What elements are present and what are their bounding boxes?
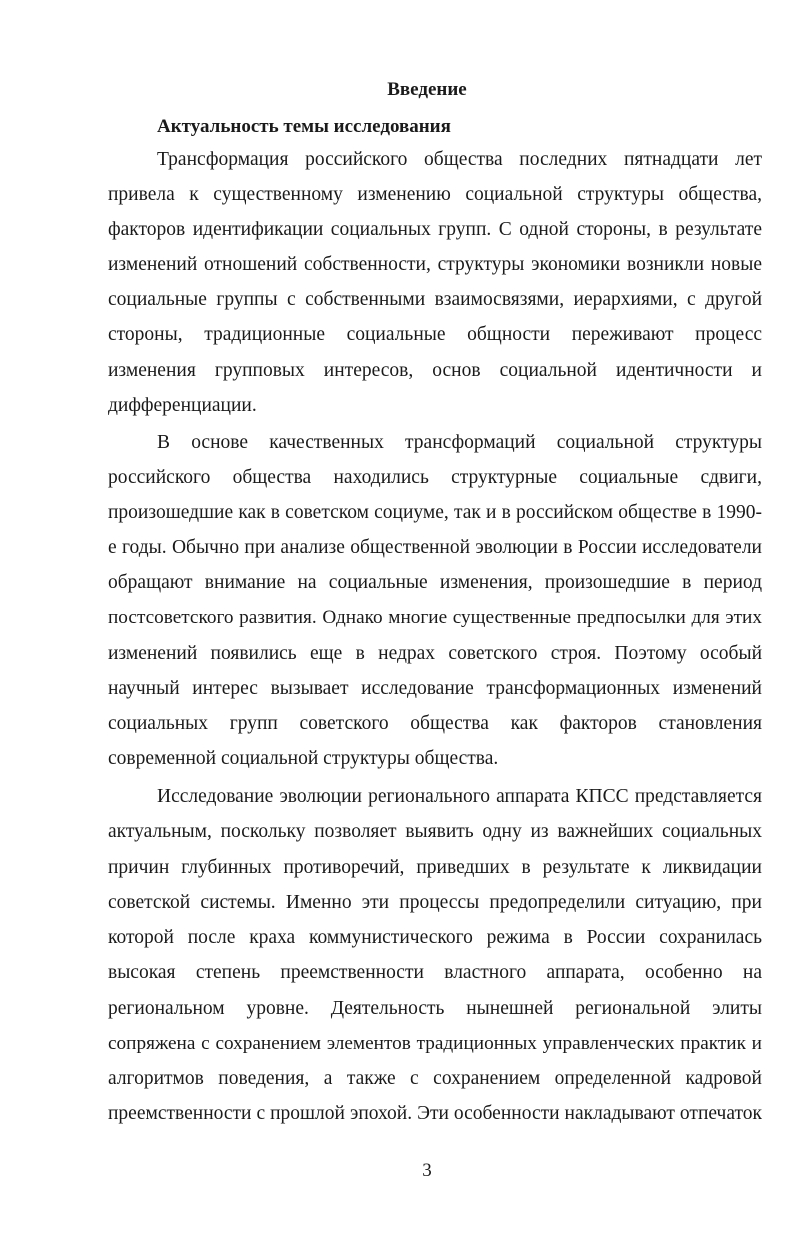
text-line: современной социальной структуры общества. (108, 748, 499, 769)
text-line: дифференциации. (108, 395, 257, 416)
text-line: региональном уровне. Деятельность нынешней региональной элиты (108, 998, 762, 1019)
page-title: Введение (387, 79, 467, 100)
text-line: социальные группы с собственными взаимосвязями, иерархиями, с другой (108, 289, 762, 310)
text-line: В основе качественных трансформаций социальной структуры (157, 432, 762, 453)
text-line: стороны, традиционные социальные общности переживают процесс (108, 324, 762, 345)
text-line: алгоритмов поведения, а также с сохранением определенной кадровой (108, 1068, 762, 1089)
text-line: произошедшие как в советском социуме, так и в российском обществе в 1990- (108, 502, 762, 523)
section-subtitle: Актуальность темы исследования (157, 116, 451, 137)
text-line: постсоветского развития. Однако многие существенные предпосылки для этих (108, 607, 762, 628)
text-line: Исследование эволюции регионального аппарата КПСС представляется (157, 786, 762, 807)
text-line: изменения групповых интересов, основ социальной идентичности и (108, 360, 762, 381)
page-number: 3 (422, 1160, 432, 1181)
text-line: научный интерес вызывает исследование трансформационных изменений (108, 678, 762, 699)
text-line: которой после краха коммунистического режима в России сохранилась (108, 927, 762, 948)
text-line: высокая степень преемственности властного аппарата, особенно на (108, 962, 762, 983)
text-line: изменений отношений собственности, структуры экономики возникли новые (108, 254, 762, 275)
text-line: актуальным, поскольку позволяет выявить одну из важнейших социальных (108, 821, 762, 842)
text-line: российского общества находились структурные социальные сдвиги, (108, 467, 762, 488)
text-line: привела к существенному изменению социальной структуры общества, (108, 184, 762, 205)
text-line: социальных групп советского общества как факторов становления (108, 713, 762, 734)
text-line: е годы. Обычно при анализе общественной эволюции в России исследователи (108, 537, 762, 558)
text-line: Трансформация российского общества последних пятнадцати лет (157, 149, 762, 170)
text-line: факторов идентификации социальных групп. С одной стороны, в результате (108, 219, 762, 240)
text-line: причин глубинных противоречий, приведших в результате к ликвидации (108, 857, 762, 878)
text-line: изменений появились еще в недрах советского строя. Поэтому особый (108, 643, 762, 664)
text-line: советской системы. Именно эти процессы предопределили ситуацию, при (108, 892, 762, 913)
text-line: преемственности с прошлой эпохой. Эти особенности накладывают отпечаток (108, 1103, 762, 1124)
text-line: обращают внимание на социальные изменения, произошедшие в период (108, 572, 762, 593)
text-line: сопряжена с сохранением элементов традиционных управленческих практик и (108, 1033, 762, 1054)
